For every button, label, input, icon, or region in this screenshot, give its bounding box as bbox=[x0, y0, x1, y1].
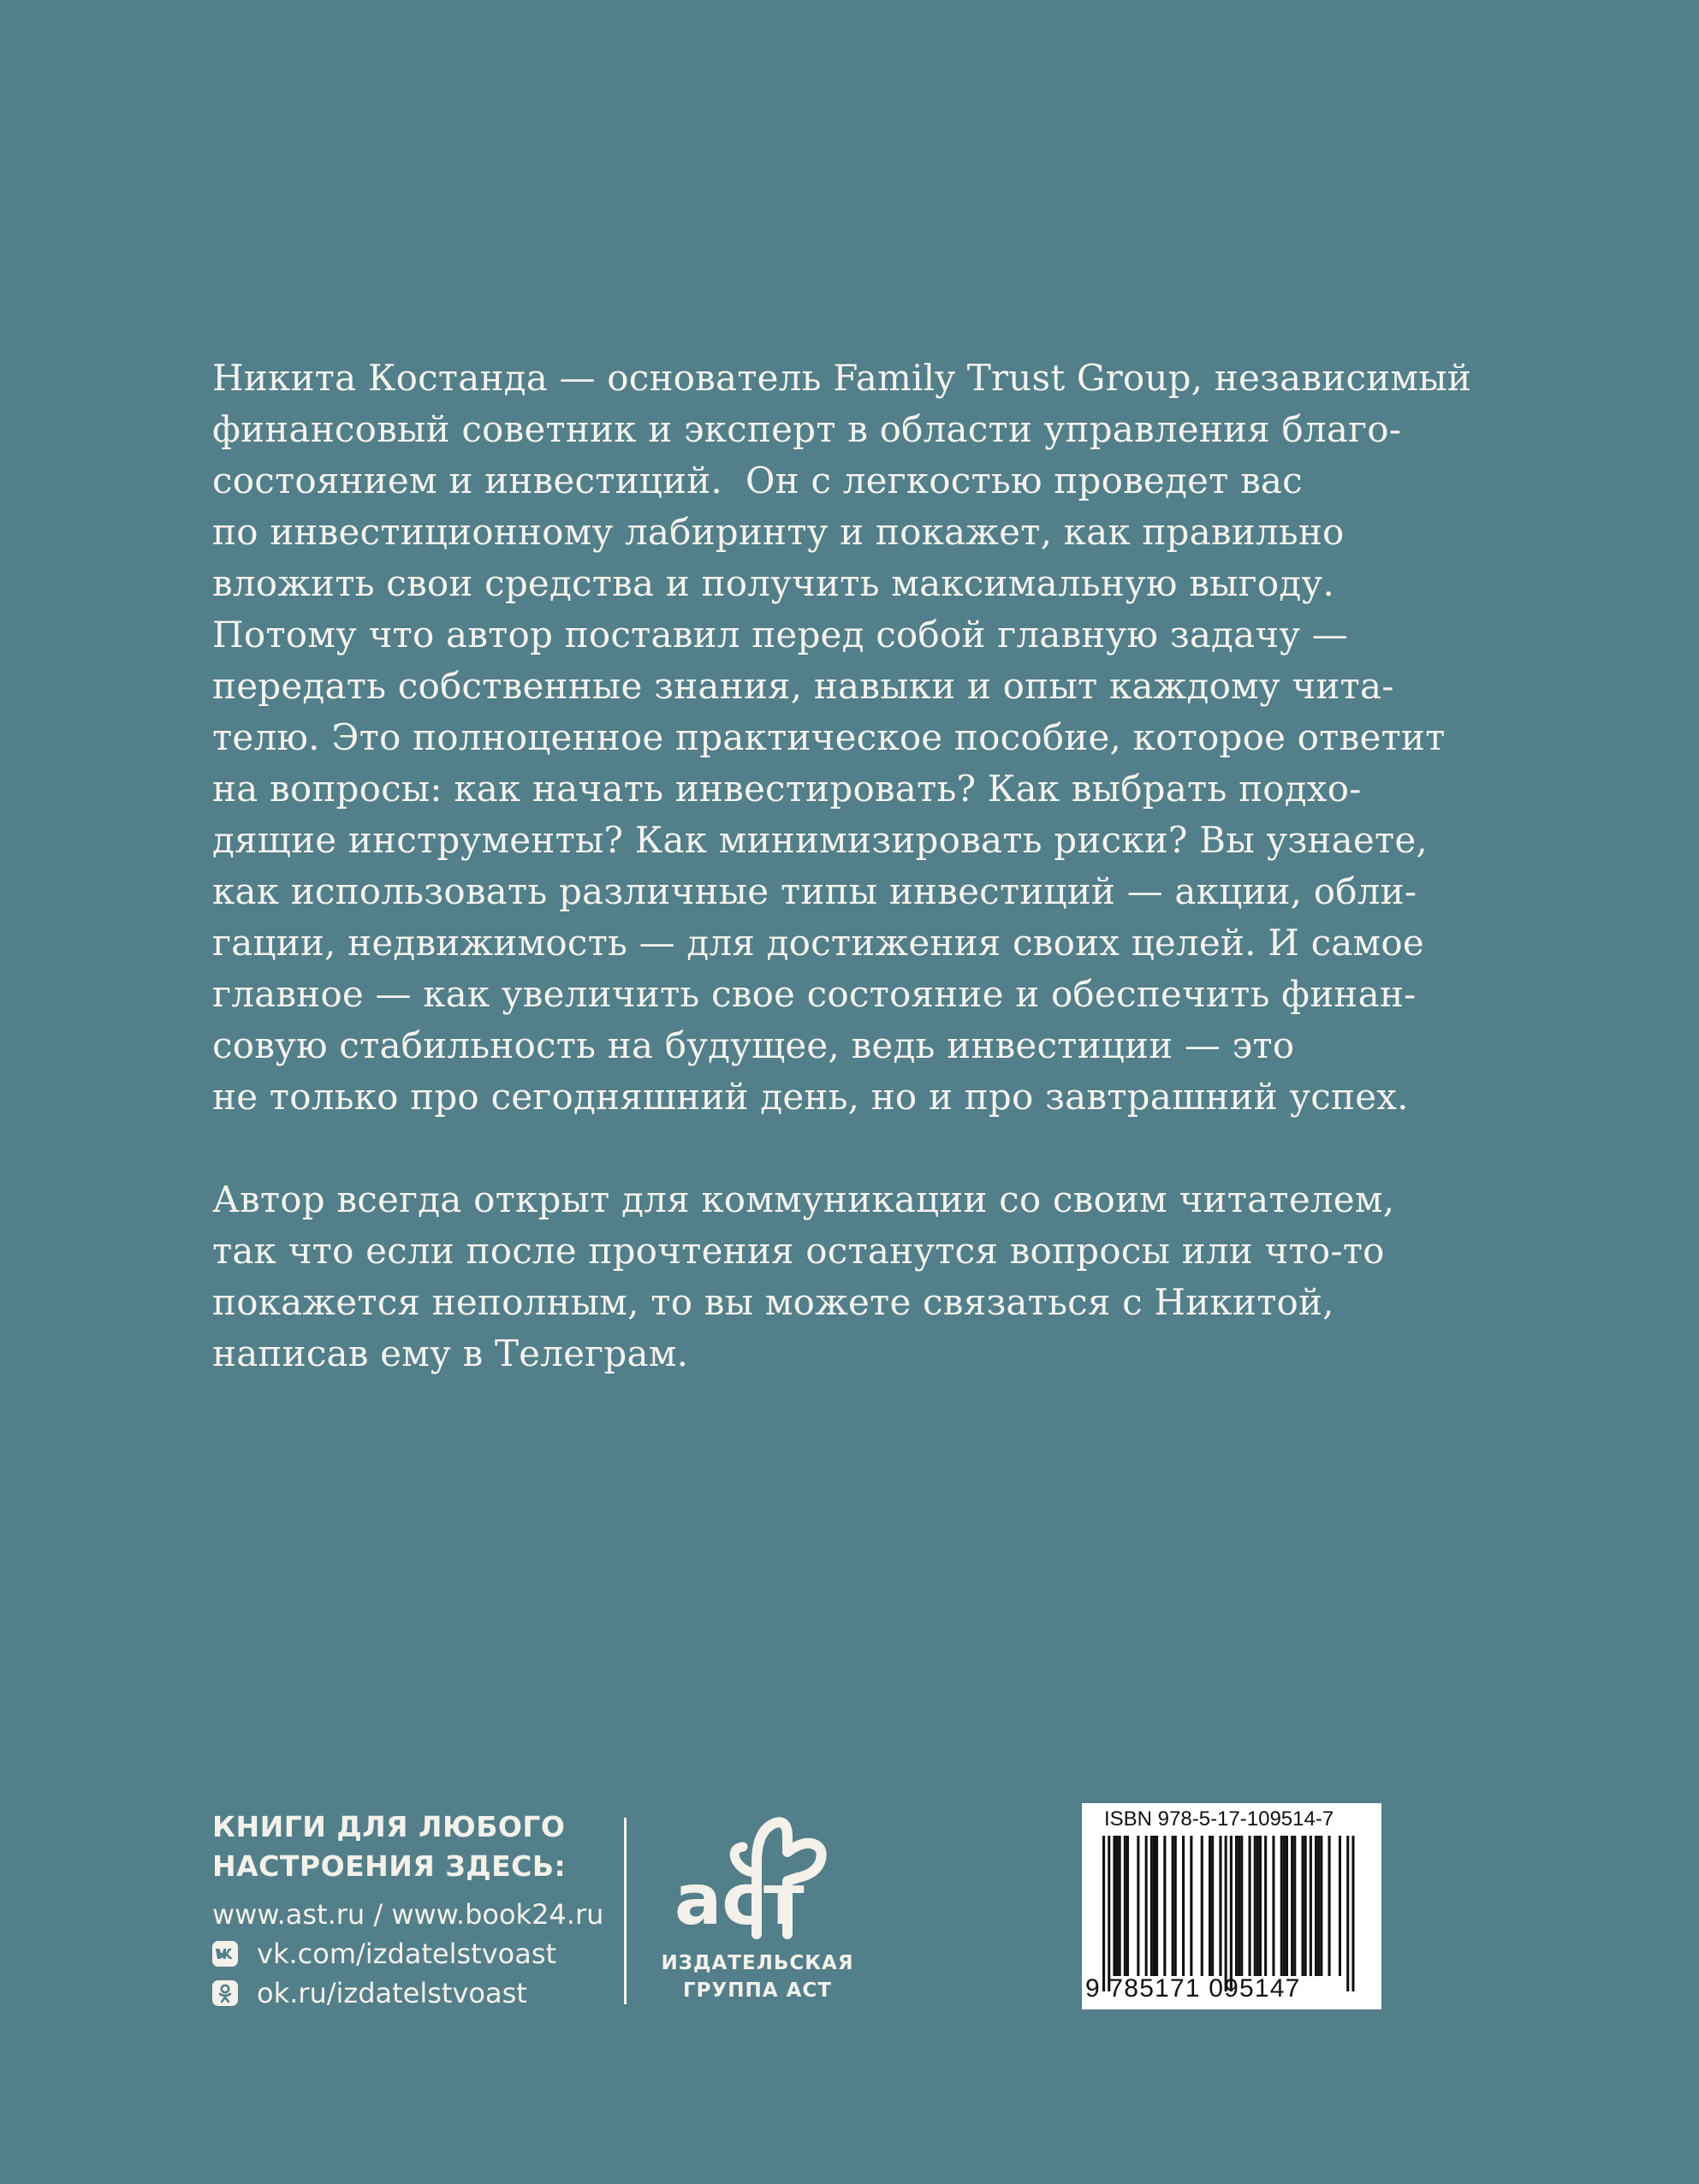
barcode-bar bbox=[1116, 1836, 1119, 1976]
barcode-bar bbox=[1219, 1836, 1221, 1976]
barcode-bar bbox=[1240, 1836, 1243, 1976]
vk-link[interactable] bbox=[212, 1934, 615, 1973]
text-line: на вопросы: как начать инвестировать? Как выбрать подхо- bbox=[212, 768, 1362, 810]
barcode-bar bbox=[1283, 1836, 1286, 1976]
text-line: как использовать различные типы инвестиций — акции, обли- bbox=[212, 870, 1417, 912]
barcode-bar bbox=[1256, 1836, 1259, 1976]
barcode-bar bbox=[1264, 1836, 1267, 1976]
barcode-bar bbox=[1249, 1836, 1251, 1976]
barcode-bar bbox=[1315, 1836, 1317, 1976]
publisher-caption bbox=[650, 1950, 864, 2004]
barcode-bar bbox=[1155, 1836, 1158, 1976]
ok-link-text: ok.ru/izdatelstvoast bbox=[257, 1977, 527, 2009]
barcode-bar bbox=[1150, 1836, 1153, 1976]
book-description bbox=[212, 353, 1496, 1380]
barcode-bar bbox=[1190, 1836, 1192, 1976]
barcode-bar bbox=[1119, 1836, 1121, 1976]
text-line: вложить свои средства и получить максимальную выгоду. bbox=[212, 562, 1334, 604]
publisher-block bbox=[650, 1813, 864, 2009]
barcode-bar bbox=[1230, 1836, 1233, 1991]
footer-divider bbox=[624, 1818, 627, 2004]
links-heading bbox=[212, 1807, 615, 1886]
text-line: гации, недвижимость — для достижения своих целей. И самое bbox=[212, 922, 1424, 964]
ast-logo-text: аст bbox=[674, 1860, 805, 1941]
barcode-bar bbox=[1145, 1836, 1148, 1976]
barcode-bar bbox=[1286, 1836, 1288, 1976]
barcode-bar bbox=[1102, 1836, 1105, 1991]
text-line: так что если после прочтения останутся вопросы или что-то bbox=[212, 1230, 1385, 1272]
vk-icon bbox=[212, 1941, 238, 1967]
description-paragraph-2 bbox=[212, 1174, 1496, 1380]
barcode-bar bbox=[1124, 1836, 1126, 1976]
text-line: телю. Это полноценное практическое пособие, которое ответит bbox=[212, 716, 1446, 758]
vk-link-text: vk.com/izdatelstvoast bbox=[257, 1938, 557, 1970]
barcode-bar bbox=[1293, 1836, 1296, 1976]
barcode-bar bbox=[1163, 1836, 1166, 1976]
isbn-barcode bbox=[1082, 1803, 1381, 2009]
text-line: Никита Костанда — основатель Family Trust Group, независимый bbox=[212, 357, 1472, 399]
text-line: дящие инструменты? Как минимизировать риски? Вы узнаете, bbox=[212, 819, 1428, 861]
text-line: покажется неполным, то вы можете связаться с Никитой, bbox=[212, 1281, 1334, 1323]
text-line: состоянием и инвестиций. Он с легкостью проведет вас bbox=[212, 460, 1303, 501]
barcode-bar bbox=[1172, 1836, 1174, 1976]
barcode-bar bbox=[1346, 1836, 1349, 1991]
barcode-digits: 9 785171 095147 bbox=[1085, 1974, 1301, 2003]
barcode-bar bbox=[1272, 1836, 1274, 1976]
barcode-bar bbox=[1211, 1836, 1214, 1976]
ok-link[interactable] bbox=[212, 1973, 615, 2013]
barcode-bar bbox=[1310, 1836, 1312, 1976]
barcode-bar bbox=[1320, 1836, 1322, 1976]
publisher-links bbox=[212, 1807, 615, 2013]
barcode-bar bbox=[1108, 1836, 1110, 1991]
barcode-bar bbox=[1291, 1836, 1293, 1976]
barcode-bar bbox=[1137, 1836, 1139, 1976]
isbn-label: ISBN 978-5-17-109514-7 bbox=[1104, 1807, 1334, 1831]
barcode-bar bbox=[1304, 1836, 1307, 1976]
barcode-bar bbox=[1113, 1836, 1115, 1976]
text-line: не только про сегодняшний день, но и про завтрашний успех. bbox=[212, 1076, 1409, 1118]
barcode-bar bbox=[1259, 1836, 1262, 1976]
ast-logo bbox=[674, 1813, 846, 1941]
heading-line: НАСТРОЕНИЯ ЗДЕСЬ: bbox=[212, 1849, 567, 1883]
text-line: передать собственные знания, навыки и опыт каждому чита- bbox=[212, 665, 1394, 707]
text-line: Автор всегда открыт для коммуникации со своим читателем, bbox=[212, 1178, 1395, 1220]
website-links[interactable]: www.ast.ru / www.book24.ru bbox=[212, 1898, 604, 1931]
barcode-bar bbox=[1317, 1836, 1320, 1976]
text-line: по инвестиционному лабиринту и покажет, как правильно bbox=[212, 511, 1345, 553]
barcode-bar bbox=[1351, 1836, 1354, 1991]
text-line: Потому что автор поставил перед собой главную задачу — bbox=[212, 614, 1348, 656]
heading-line: КНИГИ ДЛЯ ЛЮБОГО bbox=[212, 1810, 566, 1843]
barcode-bar bbox=[1182, 1836, 1185, 1976]
barcode-bar bbox=[1254, 1836, 1256, 1976]
text-line: совую стабильность на будущее, ведь инвестиции — это bbox=[212, 1024, 1295, 1066]
barcode-bar bbox=[1328, 1836, 1331, 1976]
text-line: финансовый советник и эксперт в области управления благо- bbox=[212, 408, 1402, 450]
barcode-bar bbox=[1238, 1836, 1240, 1976]
barcode-bar bbox=[1339, 1836, 1341, 1976]
barcode-bar bbox=[1126, 1836, 1129, 1976]
caption-line: ИЗДАТЕЛЬСКАЯ bbox=[661, 1952, 854, 1974]
caption-line: ГРУППА АСТ bbox=[683, 1979, 832, 2002]
barcode-bar bbox=[1174, 1836, 1177, 1976]
barcode-bar bbox=[1225, 1836, 1227, 1991]
barcode-bar bbox=[1280, 1836, 1283, 1976]
barcode-bar bbox=[1209, 1836, 1211, 1976]
text-line: главное — как увеличить свое состояние и обеспечить финан- bbox=[212, 973, 1417, 1015]
odnoklassniki-icon bbox=[212, 1980, 238, 2006]
barcode-bar bbox=[1302, 1836, 1304, 1976]
barcode-bar bbox=[1235, 1836, 1238, 1976]
text-line: написав ему в Телеграм. bbox=[212, 1332, 689, 1374]
barcode-bar bbox=[1201, 1836, 1203, 1976]
description-paragraph-1 bbox=[212, 353, 1496, 1123]
barcode-bar bbox=[1153, 1836, 1155, 1976]
